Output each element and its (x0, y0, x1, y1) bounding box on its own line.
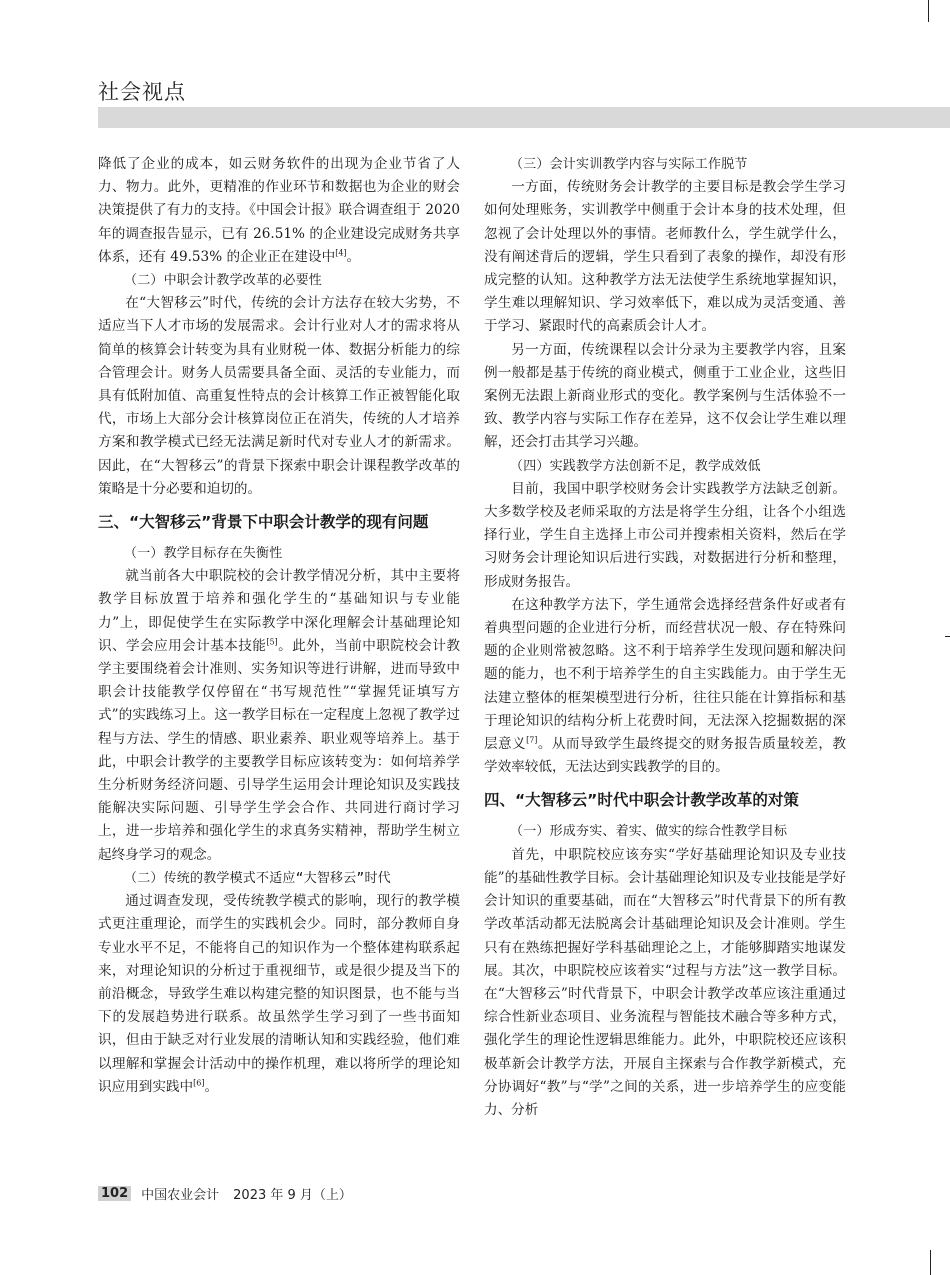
paragraph-text: 三、“大智移云”背景下中职会计教学的现有问题 (98, 513, 429, 532)
body-paragraph (98, 890, 460, 1099)
subsection-heading (484, 153, 846, 176)
body-paragraph (484, 339, 846, 455)
paragraph-text-tail: 。 (204, 1078, 219, 1095)
paragraph-text-tail: 。 (346, 248, 361, 265)
paragraph-text: 首先，中职院校应该夯实“学好基础理论知识及专业技能”的基础性教学目标。会计基础理论知识及专业技能是学好会计知识的重要基础，而在“大智移云”时代背景下的所有教学改革活动都无法脱离会计基础理论知识及会计准则。学生只有在熟练把握好学科基础理论之上，才能够脚踏实地谋发展。其次，中职院校应该着实“过程与方法”这一教学目标。在“大智移云”时代背景下，中职会计教学改革应该注重通过综合性新业态项目、业务流程与智能技术融合等多种方式，强化学生的理论性逻辑思维能力。此外，中职院校还应该积极革新会计教学方法，开展自主探索与合作教学新模式，充分协调好“教”与“学”之间的关系，进一步培养学生的应变能力、分析 (484, 846, 846, 1118)
paragraph-text: 另一方面，传统课程以会计分录为主要教学内容，且案例一般都是基于传统的商业模式，侧重于工业企业，这些旧案例无法跟上新商业形式的变化。教学案例与生活体验不一致、教学内容与实际工作存在差异，这不仅会让学生难以理解，还会打击其学习兴趣。 (484, 341, 846, 451)
paragraph-text: 一方面，传统财务会计教学的主要目标是教会学生学习如何处理账务，实训教学中侧重于会计本身的技术处理，但忽视了会计处理以外的事情。老师教什么，学生就学什么，没有阐述背后的逻辑，学生只看到了表象的操作，却没有形成完整的认知。这种教学方法无法使学生系统地掌握知识，学生难以理解知识、学习效率低下，难以成为灵活变通、善于学习、紧跟时代的高素质会计人才。 (484, 179, 846, 335)
header-band (98, 107, 950, 128)
page-footer (98, 1184, 352, 1203)
left-column (98, 153, 460, 1099)
body-paragraph (98, 153, 460, 269)
paragraph-text-tail: 。从而导致学生最终提交的财务报告质量较差，教学效率较低，无法达到实践教学的目的。 (484, 736, 847, 776)
citation-ref: [7] (526, 735, 538, 745)
section-heading (484, 789, 846, 812)
paragraph-text: 在这种教学方法下，学生通常会选择经营条件好或者有着典型问题的企业进行分析，而经营状况一般、存在特殊问题的企业则常被忽略。这不利于培养学生发现问题和解决问题的能力，也不利于培养学生的自主实践能力。由于学生无法建立整体的框架模型进行分析，往往只能在计算指标和基于理论知识的结构分析上花费时间，无法深入挖掘数据的深层意义 (484, 596, 846, 753)
paragraph-text: （一）形成夯实、着实、做实的综合性教学目标 (510, 824, 788, 840)
body-paragraph (484, 478, 846, 594)
paragraph-text: （二）传统的教学模式不适应“大智移云”时代 (124, 870, 391, 886)
subsection-heading (98, 269, 460, 292)
paragraph-text: （二）中职会计教学改革的必要性 (124, 273, 323, 289)
body-paragraph (484, 844, 846, 1122)
paragraph-text: 在“大智移云”时代，传统的会计方法存在较大劣势，不适应当下人才市场的发展需求。会计行业对人才的需求将从简单的核算会计转变为具有业财税一体、数据分析能力的综合管理会计。财务人员需要具备全面、灵活的专业能力，而具有低附加值、高重复性特点的会计核算工作正被智能化取代，市场上大部分会计核算岗位正在消失，传统的人才培养方案和教学模式已经无法满足新时代对专业人才的新需求。因此，在“大智移云”的背景下探索中职会计课程教学改革的策略是十分必要和迫切的。 (98, 295, 460, 497)
paragraph-text: 降低了企业的成本，如云财务软件的出现为企业节省了人力、物力。此外，更精准的作业环节和数据也为企业的财会决策提供了有力的支持。《中国会计报》联合调查组于 2020 年的调查报告显示，已有 26.51% 的企业建设完成财务共享体系，还有 49.53% 的企业正在建设中 (98, 156, 460, 265)
journal-name: 中国农业会计 (141, 1188, 220, 1203)
body-paragraph (98, 565, 460, 867)
right-column (484, 153, 846, 1122)
paragraph-text: （四）实践教学方法创新不足，教学成效低 (510, 458, 761, 474)
subsection-heading (98, 542, 460, 565)
body-paragraph (484, 176, 846, 338)
paragraph-text: 四、“大智移云”时代中职会计教学改革的对策 (484, 791, 799, 810)
citation-ref: [4] (335, 248, 347, 258)
crop-mark (930, 1250, 931, 1275)
citation-ref: [5] (266, 637, 278, 647)
crop-mark (945, 636, 950, 637)
paragraph-text: 通过调查发现，受传统教学模式的影响，现行的教学模式更注重理论，而学生的实践机会少。同时，部分教师自身专业水平不足，不能将自己的知识作为一个整体建构联系起来，对理论知识的分析过于重视细节，或是很少提及当下的前沿概念，导致学生难以构建完整的知识图景，也不能与当下的发展趋势进行联系。故虽然学生学习到了一些书面知识，但由于缺乏对行业发展的清晰认知和实践经验，他们难以理解和掌握会计活动中的操作机理，难以将所学的理论知识应用到实践中 (98, 893, 460, 1095)
subsection-heading (484, 455, 846, 478)
section-label: 社会视点 (98, 80, 186, 104)
paragraph-text: 就当前各大中职院校的会计教学情况分析，其中主要将教学目标放置于培养和强化学生的“基础知识与专业能力”上，即促使学生在实际教学中深化理解会计基础理论知识、学会应用会计基本技能 (98, 568, 460, 654)
subsection-heading (98, 867, 460, 890)
section-heading (98, 511, 460, 534)
issue-date: 2023 年 9 月（上） (233, 1188, 352, 1203)
page-number: 102 (98, 1186, 131, 1201)
paragraph-text: （一）教学目标存在失衡性 (124, 546, 283, 562)
body-paragraph (484, 594, 846, 780)
citation-ref: [6] (193, 1078, 205, 1088)
crop-mark (928, 0, 929, 22)
paragraph-text: （三）会计实训教学内容与实际工作脱节 (510, 157, 748, 172)
subsection-heading (484, 820, 846, 843)
paragraph-text-tail: 。此外，当前中职院校会计教学主要围绕着会计准则、实务知识等进行讲解，进而导致中职会计技能教学仅停留在“书写规范性”“掌握凭证填写方式”的实践练习上。这一教学目标在一定程度上忽视了教学过程与方法、学生的情感、职业素养、职业观等培养上。基于此，中职会计教学的主要教学目标应该转变为：如何培养学生分析财务经济问题、引导学生运用会计理论知识及实践技能解决实际问题、引导学生学会合作、共同进行商讨学习上，进一步培养和强化学生的求真务实精神，帮助学生树立起终身学习的观念。 (98, 637, 461, 863)
paragraph-text: 目前，我国中职学校财务会计实践教学方法缺乏创新。大多数学校及老师采取的方法是将学生分组，让各个小组选择行业，学生自主选择上市公司并搜索相关资料，然后在学习财务会计理论知识后进行实践，对数据进行分析和整理，形成财务报告。 (484, 480, 846, 590)
body-paragraph (98, 292, 460, 501)
